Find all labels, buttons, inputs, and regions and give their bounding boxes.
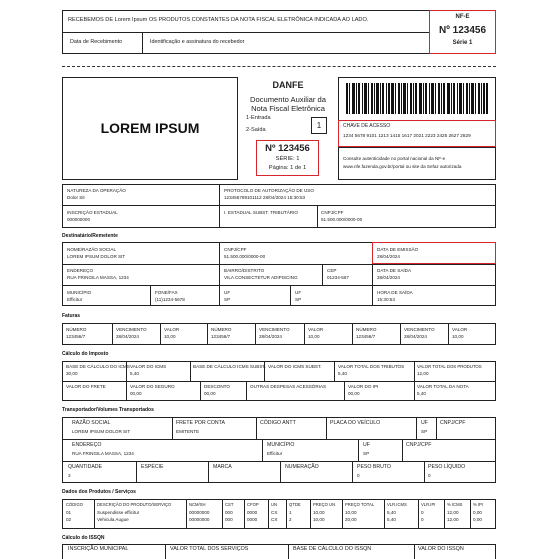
tax-divider <box>344 381 345 401</box>
invoice-value: 10,00 <box>164 334 176 339</box>
product-cell: 2 <box>289 517 292 522</box>
products-divider <box>470 499 471 529</box>
emission-date-value: 28/04/2024 <box>377 254 400 259</box>
protocol-value: 123456789101112 28/04/2024 15:30:53 <box>224 195 306 200</box>
products-header-total-price: PREÇO TOTAL <box>345 502 375 507</box>
tax-divider <box>246 381 247 401</box>
total-products-value: 12,00 <box>417 371 429 376</box>
emission-date-label: DATA DE EMISSÃO <box>377 247 419 252</box>
product-cell: 00000000 <box>189 517 210 522</box>
invoice-due: 28/04/2024 <box>404 334 427 339</box>
product-cell: 0000 <box>247 517 258 522</box>
recipient-name-value: LOREM IPSUM DOLOR SIT <box>67 254 126 259</box>
invoice-value-label: VALOR <box>164 327 180 332</box>
ipi-value: 00,00 <box>348 391 360 396</box>
exit-time-label: HORA DE SAÍDA <box>377 290 413 295</box>
carrier-name-value: LOREM IPSUM DOLOR SIT <box>72 429 131 434</box>
icms-value-label: VALOR DO ICMS <box>130 364 167 369</box>
access-key-label: CHAVE DE ACESSO <box>343 123 391 129</box>
transport-divider <box>436 417 437 439</box>
total-products-label: VALOR TOTAL DOS PRODUTOS <box>417 364 482 369</box>
products-divider <box>418 499 419 529</box>
products-divider <box>310 499 311 529</box>
gross-weight-value: 0 <box>357 473 360 478</box>
recipient-address-value: RUA FRINGILA MASSA, 1234 <box>67 275 129 280</box>
tax-divider <box>334 361 335 381</box>
carrier-address-value: RUA FRINGILA MASSA, 1234 <box>72 451 134 456</box>
transport-divider <box>358 439 359 461</box>
product-cell: 10,00 <box>313 510 325 515</box>
municipal-registration-label: INSCRIÇÃO MUNICIPAL <box>68 546 129 552</box>
receipt-number: Nº 123456 <box>438 25 487 36</box>
invoice-value: 10,00 <box>452 334 464 339</box>
invoice-number-label: NÚMERO <box>356 327 377 332</box>
icms-value: 5,40 <box>130 371 139 376</box>
volume-quantity-value: 3 <box>68 473 71 478</box>
vehicle-plate-label: PLACA DO VEÍCULO <box>330 420 381 426</box>
invoice-due-label: VENCIMENTO <box>404 327 435 332</box>
total-taxes-label: VALOR TOTAL DOS TRIBUTOS <box>338 364 405 369</box>
recipient-uf-value: SP <box>224 297 231 302</box>
product-cell: 10,00 <box>345 510 357 515</box>
insurance-label: VALOR DO SEGURO <box>130 384 175 389</box>
invoice-divider <box>448 323 449 345</box>
receipt-series: Série 1 <box>452 40 473 46</box>
products-divider <box>186 499 187 529</box>
ipi-value-label: VALOR DO IPI <box>348 384 379 389</box>
product-cell: 5,40 <box>387 510 396 515</box>
state-registration-value: 000000000 <box>67 217 90 222</box>
product-cell: CX <box>271 517 278 522</box>
carrier-name-label: RAZÃO SOCIAL <box>72 420 111 426</box>
transport-divider <box>256 417 257 439</box>
issqn-section-title: Cálculo do ISSQN <box>62 535 105 541</box>
total-taxes-value: 5,40 <box>338 371 347 376</box>
invoice-number: 123456/7 <box>66 334 86 339</box>
transport-divider <box>172 417 173 439</box>
recipient-uf-label: UF <box>224 290 231 295</box>
total-invoice-label: VALOR TOTAL DA NOTA <box>417 384 469 389</box>
tax-divider <box>62 381 496 382</box>
volume-quantity-label: QUANTIDADE <box>68 464 103 470</box>
products-header-cst: CST <box>225 502 234 507</box>
receipt-nfe-label: NF-E <box>455 14 470 20</box>
invoice-number: 123456/7 <box>356 334 376 339</box>
exit-label: 2-Saída <box>246 127 266 133</box>
tax-divider <box>200 381 201 401</box>
receipt-date-label: Data de Recebimento <box>70 39 123 45</box>
issqn-value-label: VALOR DO ISSQN <box>418 546 464 552</box>
issuer-cnpj-value: 51.500.000/0000-00 <box>321 217 363 222</box>
product-cell: 12,00 <box>447 517 459 522</box>
products-header-ncm: NCM/SH <box>189 502 206 507</box>
icms-subst-value-label: VALOR DO ICMS SUBST. <box>268 364 322 369</box>
receipt-declaration: RECEBEMOS DE Lorem Ipsum OS PRODUTOS CONSTANTES DA NOTA FISCAL ELETRÔNICA INDICADA AO LADO. <box>68 17 369 23</box>
issqn-divider <box>165 544 166 559</box>
freight-responsibility-value: EMITENTE <box>176 429 200 434</box>
consult-line1: Consulte autenticidade no portal nacional da NF-e <box>343 156 446 161</box>
invoice-divider <box>160 323 161 345</box>
tax-section-title: Cálculo do Imposto <box>62 351 109 357</box>
invoice-value-label: VALOR <box>452 327 468 332</box>
carrier-cnpj2-label: CNPJ/CPF <box>406 442 432 448</box>
transport-divider <box>416 417 417 439</box>
recipient-cep-value: 01234-567 <box>327 275 349 280</box>
recipient-city-value: Efficitur <box>67 297 83 302</box>
product-cell: 000 <box>225 510 233 515</box>
transport-divider <box>262 439 263 461</box>
state-registration-label: INSCRIÇÃO ESTADUAL <box>67 210 118 215</box>
volume-brand-label: MARCA <box>213 464 232 470</box>
transport-divider <box>352 461 353 483</box>
invoice-number-label: NÚMERO <box>211 327 232 332</box>
operation-divider <box>219 184 220 228</box>
other-expenses-label: OUTRAS DESPESAS ACESSÓRIAS <box>250 384 327 389</box>
carrier-cnpj-label: CNPJ/CPF <box>440 420 466 426</box>
recipient-district-label: BAIRRO/DISTRITO <box>224 268 265 273</box>
products-header-unit: UN <box>271 502 278 507</box>
carrier-uf-label: UF <box>421 420 428 426</box>
product-cell: CX <box>271 510 278 515</box>
antt-code-label: CÓDIGO ANTT <box>260 420 296 426</box>
danfe-number: Nº 123456 <box>265 143 310 154</box>
recipient-ie-value: SP <box>295 297 302 302</box>
total-invoice-value: 5,40 <box>417 391 426 396</box>
operation-divider <box>317 205 318 228</box>
discount-value: 00,00 <box>204 391 216 396</box>
recipient-divider <box>290 285 291 306</box>
invoice-divider <box>207 323 208 345</box>
nature-label: NATUREZA DA OPERAÇÃO <box>67 188 126 193</box>
invoice-value-label: VALOR <box>308 327 324 332</box>
operation-type-value: 1 <box>316 121 322 130</box>
icms-subst-base-label: BASE DE CÁLCULO ICMS SUBST. <box>193 364 267 369</box>
recipient-divider <box>150 285 151 306</box>
invoice-due-label: VENCIMENTO <box>259 327 290 332</box>
products-header-ipi: VLR.IPI <box>421 502 436 507</box>
consult-line2: www.nfe.fazenda.gov.br/portal ou site da Sefaz autorizada <box>343 164 462 169</box>
transport-divider <box>402 439 403 461</box>
invoice-due: 28/04/2024 <box>116 334 139 339</box>
emission-date-box <box>372 242 496 264</box>
insurance-value: 00,00 <box>130 391 142 396</box>
product-cell: Suspendisse efficitur <box>97 510 140 515</box>
danfe-title: DANFE <box>272 80 304 90</box>
invoice-due-label: VENCIMENTO <box>116 327 147 332</box>
barcode-image <box>346 83 488 114</box>
product-cell: 0,00 <box>473 517 482 522</box>
tax-divider <box>190 361 191 381</box>
product-cell: 00000000 <box>189 510 210 515</box>
danfe-series: SÉRIE: 1 <box>275 156 300 162</box>
recipient-city-label: MUNICÍPIO <box>67 290 92 295</box>
products-divider <box>342 499 343 529</box>
products-divider <box>222 499 223 529</box>
products-divider <box>268 499 269 529</box>
transport-divider <box>424 461 425 483</box>
net-weight-label: PESO LÍQUIDO <box>428 464 466 470</box>
volume-numbering-label: NUMERAÇÃO <box>285 464 319 470</box>
danfe-page: Página: 1 de 1 <box>268 165 307 171</box>
invoice-number: 123456/7 <box>211 334 231 339</box>
danfe-subtitle-line2: Nota Fiscal Eletrônica <box>251 104 325 113</box>
recipient-cnpj-label: CNPJ/CPF <box>224 247 247 252</box>
products-divider <box>384 499 385 529</box>
protocol-label: PROTOCOLO DE AUTORIZAÇÃO DE USO <box>224 188 314 193</box>
products-header-unit-price: PREÇO UN <box>313 502 336 507</box>
recipient-name-label: NOME/RAZÃO SOCIAL <box>67 247 117 252</box>
volume-species-label: ESPÉCIE <box>141 464 164 470</box>
product-cell: 0 <box>421 517 424 522</box>
product-cell: 000 <box>225 517 233 522</box>
recipient-ie-label: UF <box>295 290 302 295</box>
carrier-uf-value: SP <box>421 429 428 434</box>
products-divider <box>286 499 287 529</box>
access-key-value: 1234 5678 9101 1213 1415 1617 2021 2223 2425 2627 2829 <box>343 133 471 138</box>
subst-registration-label: I. ESTADUAL SUBST. TRIBUTÁRIO <box>224 210 298 215</box>
products-divider <box>94 499 95 529</box>
invoice-divider <box>304 323 305 345</box>
exit-time-value: 15:30:53 <box>377 297 395 302</box>
exit-date-value: 28/04/2024 <box>377 275 400 280</box>
recipient-divider <box>322 264 323 285</box>
products-header-icms: VLR.ICMS <box>387 502 407 507</box>
product-cell: 1 <box>289 510 292 515</box>
barcode-divider <box>338 147 496 148</box>
product-cell: 02 <box>66 517 72 522</box>
receipt-signature-label: Identificação e assinatura do recebedor <box>150 39 245 45</box>
recipient-cep-label: CEP <box>327 268 337 273</box>
product-cell: 01 <box>66 510 72 515</box>
transport-divider <box>208 461 209 483</box>
operation-divider <box>62 205 496 206</box>
freight-responsibility-label: FRETE POR CONTA <box>176 420 225 426</box>
invoice-number-label: NÚMERO <box>66 327 87 332</box>
issuer-company-name: LOREM IPSUM <box>100 120 200 136</box>
entry-label: 1-Entrada <box>246 115 271 121</box>
invoice-value: 10,00 <box>308 334 320 339</box>
freight-value-label: VALOR DO FRETE <box>66 384 106 389</box>
product-cell: 12,00 <box>447 510 459 515</box>
recipient-district-value: VILA CONSECTETUR ADIPISCING <box>224 275 298 280</box>
tax-divider <box>414 361 415 401</box>
transport-divider <box>280 461 281 483</box>
exit-date-label: DATA DE SAÍDA <box>377 268 412 273</box>
recipient-divider <box>62 264 496 265</box>
nature-value: Dolor Sit <box>67 195 85 200</box>
invoices-section-title: Faturas <box>62 313 81 319</box>
net-weight-value: 0 <box>428 473 431 478</box>
invoice-divider <box>112 323 113 345</box>
receipt-divider <box>62 32 429 33</box>
recipient-phone-label: FONE/FAX <box>155 290 178 295</box>
recipient-cnpj-value: 51.500.000/0000-00 <box>224 254 266 259</box>
transport-divider <box>62 439 496 440</box>
products-header-icms-rate: % ICMS <box>447 502 463 507</box>
carrier-uf2-value: SP <box>363 451 370 456</box>
discount-label: DESCONTO <box>204 384 230 389</box>
product-cell: Vehicula Augue <box>97 517 129 522</box>
products-header-ipi-rate: % IPI <box>473 502 484 507</box>
products-header-code: CÓDIGO <box>66 502 83 507</box>
recipient-divider <box>62 285 496 286</box>
invoice-due: 28/04/2024 <box>259 334 282 339</box>
invoice-divider <box>400 323 401 345</box>
transport-divider <box>62 461 496 462</box>
danfe-subtitle-line1: Documento Auxiliar da <box>250 95 326 104</box>
product-cell: 10,00 <box>313 517 325 522</box>
product-cell: 0 <box>421 510 424 515</box>
issqn-base-label: BASE DE CÁLCULO DO ISSQN <box>293 546 372 552</box>
icms-base-value: 30,00 <box>66 371 78 376</box>
products-header-cfop: CFOP <box>247 502 259 507</box>
icms-base-label: BASE DE CÁLCULO DO ICMS <box>66 364 130 369</box>
issqn-divider <box>288 544 289 559</box>
products-header-description: DESCRIÇÃO DO PRODUTO/SERVIÇO <box>97 502 172 507</box>
issqn-divider <box>414 544 415 559</box>
recipient-section-title: Destinatário/Remetente <box>62 233 118 239</box>
carrier-city-value: Efficitur <box>267 451 283 456</box>
product-cell: 5,40 <box>387 517 396 522</box>
cut-line <box>62 66 496 67</box>
carrier-address-label: ENDEREÇO <box>72 442 102 448</box>
product-cell: 0,00 <box>473 510 482 515</box>
recipient-address-label: ENDEREÇO <box>67 268 94 273</box>
recipient-divider <box>219 242 220 306</box>
products-divider <box>244 499 245 529</box>
products-section-title: Dados dos Produtos / Serviços <box>62 489 136 495</box>
products-header-qty: QTDE <box>289 502 301 507</box>
invoice-divider <box>255 323 256 345</box>
recipient-phone-value: (11)1234-5678 <box>155 297 185 302</box>
total-services-label: VALOR TOTAL DOS SERVIÇOS <box>170 546 249 552</box>
issuer-cnpj-label: CNPJ/CPF <box>321 210 344 215</box>
transport-divider <box>136 461 137 483</box>
invoice-divider <box>352 323 353 345</box>
receipt-divider <box>142 32 143 54</box>
transport-divider <box>326 417 327 439</box>
transport-section-title: Transportador/Volumes Transportados <box>62 407 154 413</box>
carrier-city-label: MUNICÍPIO <box>267 442 295 448</box>
products-divider <box>444 499 445 529</box>
product-cell: 0000 <box>247 510 258 515</box>
carrier-uf2-label: UF <box>363 442 370 448</box>
product-cell: 20,00 <box>345 517 357 522</box>
gross-weight-label: PESO BRUTO <box>357 464 391 470</box>
